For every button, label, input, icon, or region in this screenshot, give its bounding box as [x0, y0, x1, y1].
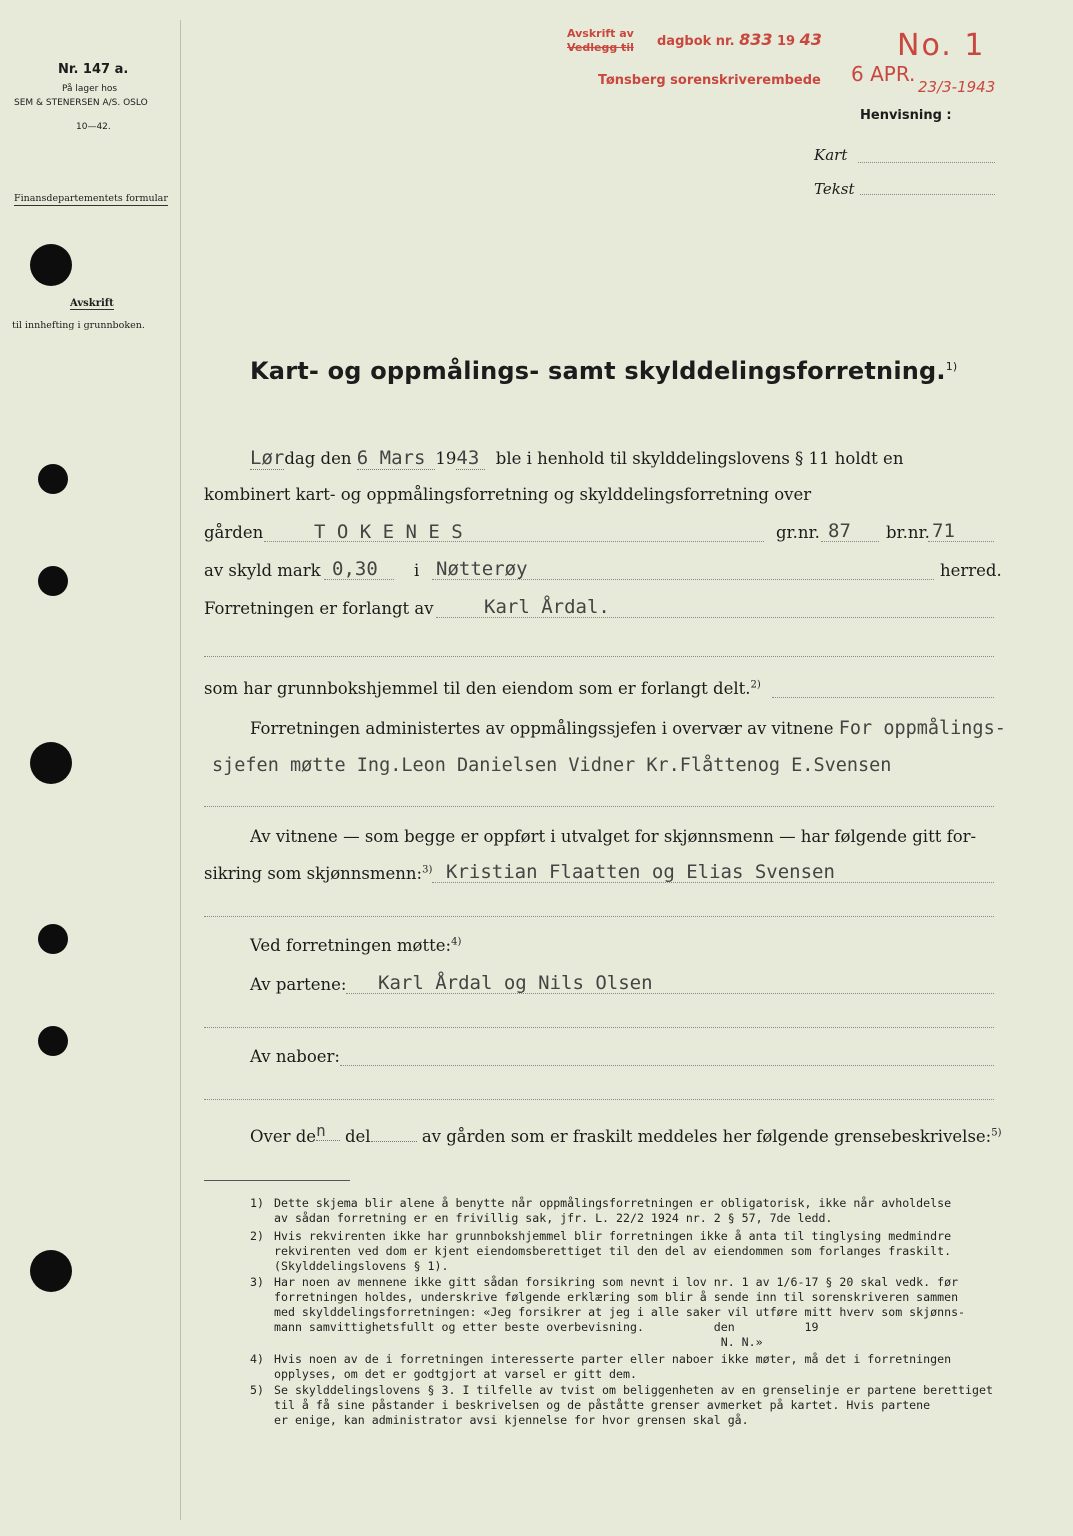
- body-line-2: kombinert kart- og oppmålingsforretning og skylddelingsforretning over: [204, 485, 812, 504]
- stamp-date: 23/3-1943: [918, 78, 996, 96]
- footnote-number: 4): [250, 1352, 264, 1366]
- witness-label: sikring som skjønnsmenn:: [204, 864, 423, 883]
- copy-label: Avskrift: [70, 298, 114, 309]
- footnote-number: 5): [250, 1383, 264, 1397]
- blank-line: [204, 1027, 994, 1028]
- boundary-line: [250, 1121, 1002, 1146]
- footnote-number: 1): [250, 1196, 264, 1210]
- farm-name: T O K E N E S: [314, 521, 463, 543]
- footnote-text: Se skylddelingslovens § 3. I tilfelle av tvist om beliggenheten av en grenselinje er partene berettiget til å få sine påstander i beskrivelsen og de påståtte grenser avmerket på kartet. Hvis partene er enige, kan administrator avsi kjennelse for hvor grensen skal gå.: [274, 1383, 993, 1427]
- date-hand: 6 Mars: [357, 447, 436, 470]
- title-footnote-ref: 1): [945, 360, 958, 373]
- punch-hole: [38, 566, 68, 596]
- footnote-text: Dette skjema blir alene å benytte når oppmålingsforretningen er obligatorisk, ikke når avholdelse av sådan forretning er en frivillig sak, jfr. L. 22/2 1924 nr. 2 § 57, 7de ledd.: [274, 1196, 952, 1225]
- brnr-value: 71: [932, 520, 955, 542]
- farm-label: gården: [204, 523, 264, 542]
- parties-label: Av partene:: [250, 975, 347, 994]
- stamp-attachment-label: Vedlegg til: [567, 41, 634, 54]
- copy-note: til innhefting i grunnboken.: [12, 320, 145, 331]
- admin-line: [250, 718, 1006, 739]
- footnote-text: Hvis rekvirenten ikke har grunnbokshjemmel blir forretningen ikke å anta til tinglysing medmindre rekvirenten ved dom er kjent eiendomsberettiget til den del av eiendommen som forlanges fraskilt. (Skylddelingslovens § 1).: [274, 1229, 952, 1273]
- dagbok-year: 43: [799, 30, 822, 49]
- footnote-ref: 2): [750, 679, 761, 691]
- footnote-3: [250, 1275, 1005, 1350]
- footnote-rule: [204, 1180, 350, 1181]
- day-print: dag den: [284, 449, 352, 468]
- dagbok-year-prefix: 19: [777, 34, 796, 49]
- footnote-1: [250, 1196, 1005, 1226]
- form-number: Nr. 147 a.: [58, 62, 129, 77]
- kart-label: Kart: [814, 146, 848, 164]
- footnote-2: [250, 1229, 1005, 1274]
- neighbours-label: Av naboer:: [250, 1047, 340, 1066]
- printer-line: På lager hos: [62, 84, 118, 94]
- reference-label: Henvisning :: [860, 108, 952, 123]
- requested-line: [204, 596, 994, 618]
- stamp-office: Tønsberg sorenskriverembede: [598, 73, 821, 88]
- requested-by: Karl Årdal.: [484, 596, 610, 618]
- date-line: [250, 447, 903, 469]
- over-label: Over de: [250, 1127, 317, 1146]
- punch-hole: [38, 924, 68, 954]
- grnr-label: gr.nr.: [776, 523, 820, 542]
- attendance-text: Ved forretningen møtte:: [250, 936, 452, 955]
- kommune: Nøtterøy: [436, 558, 528, 580]
- blank-line: [204, 656, 994, 657]
- admin-hand-1: For oppmålings-: [838, 718, 1006, 739]
- blank-line: [204, 1099, 994, 1100]
- print-date: 10—42.: [76, 122, 111, 132]
- footnote-text: Har noen av mennene ikke gitt sådan forsikring som nevnt i lov nr. 1 av 1/6-17 § 20 skal vedk. før forretningen holdes, underskrive følgende erklæring som blir å sende inn til sorenskriveren sammen med skylddelingsforretningen: «Jeg forsikrer at jeg i alle saker vil utføre mitt hverv som skjønns- mann samvittighetsfullt og etter beste overbevisning. den 19 N. N.»: [274, 1275, 966, 1349]
- stamp-received: 6 APR.: [851, 62, 916, 86]
- department-label: Finansdepartementets formular: [14, 193, 168, 204]
- punch-hole: [30, 1250, 72, 1292]
- skyld-line: [204, 558, 1002, 580]
- brnr-label: br.nr.: [886, 523, 930, 542]
- title-holder-text: som har grunnbokshjemmel til den eiendom som er forlangt delt.: [204, 679, 751, 698]
- skyld-label: av skyld mark: [204, 561, 321, 580]
- dagbok-label: dagbok nr.: [657, 34, 735, 49]
- blank-line: [204, 916, 994, 917]
- footnote-number: 3): [250, 1275, 264, 1289]
- title-text: Kart- og oppmålings- samt skylddelingsforretning.: [250, 357, 946, 385]
- stamp-number: No. 1: [897, 28, 986, 63]
- attendance-label: [250, 936, 461, 955]
- tekst-line: [860, 194, 995, 195]
- page-title: [250, 357, 957, 385]
- margin-rule: [180, 20, 181, 1520]
- witness-line-2: [204, 861, 994, 883]
- grnr-value: 87: [828, 520, 851, 542]
- stamp-copy-label: Avskrift av: [567, 27, 634, 40]
- parties-line: [250, 972, 994, 994]
- punch-hole: [38, 464, 68, 494]
- year-print: 19: [435, 449, 457, 468]
- footnote-4: [250, 1352, 1005, 1382]
- punch-hole: [30, 244, 72, 286]
- title-line: [204, 679, 994, 698]
- boundary-text: av gården som er fraskilt meddeles her følgende grensebeskrivelse:: [421, 1127, 992, 1146]
- footnote-text: Hvis noen av de i forretningen interesserte parter eller naboer ikke møter, må det i forretningen opplyses, om det er godtgjort at varsel er gitt dem.: [274, 1352, 952, 1381]
- day-hand: Lør: [250, 447, 285, 469]
- blank-line: [204, 806, 994, 807]
- herred-label: herred.: [940, 561, 1002, 580]
- neighbours-line: [250, 1047, 994, 1066]
- over-hand: n: [316, 1121, 340, 1141]
- parties-names: Karl Årdal og Nils Olsen: [378, 972, 653, 994]
- i-label: i: [414, 561, 420, 580]
- kart-line: [858, 162, 995, 163]
- dagbok-number: 833: [739, 30, 773, 49]
- witness-names: Kristian Flaatten og Elias Svensen: [446, 861, 835, 883]
- skyld-value: 0,30: [332, 558, 378, 580]
- footnote-ref: 3): [422, 864, 433, 876]
- admin-label: Forretningen administertes av oppmålingssjefen i overvær av vitnene: [250, 719, 834, 738]
- requested-label: Forretningen er forlangt av: [204, 599, 434, 618]
- footnote-ref: 4): [451, 936, 462, 948]
- farm-line: [204, 520, 994, 543]
- printer-line: SEM & STENERSEN A/S. OSLO: [14, 98, 148, 108]
- date-line-rest: ble i henhold til skylddelingslovens § 11 holdt en: [495, 449, 904, 468]
- admin-hand-2: sjefen møtte Ing.Leon Danielsen Vidner Kr.Flåttenog E.Svensen: [212, 755, 892, 776]
- footnote-number: 2): [250, 1229, 264, 1243]
- del-label: del: [344, 1127, 371, 1146]
- punch-hole: [30, 742, 72, 784]
- tekst-label: Tekst: [814, 180, 855, 198]
- punch-hole: [38, 1026, 68, 1056]
- stamp-dagbok: [657, 30, 822, 49]
- year-hand: 43: [456, 447, 485, 470]
- witness-line-1: Av vitnene — som begge er oppført i utvalget for skjønnsmenn — har følgende gitt for-: [250, 827, 977, 846]
- footnote-5: [250, 1383, 1005, 1428]
- footnote-ref: 5): [991, 1127, 1002, 1139]
